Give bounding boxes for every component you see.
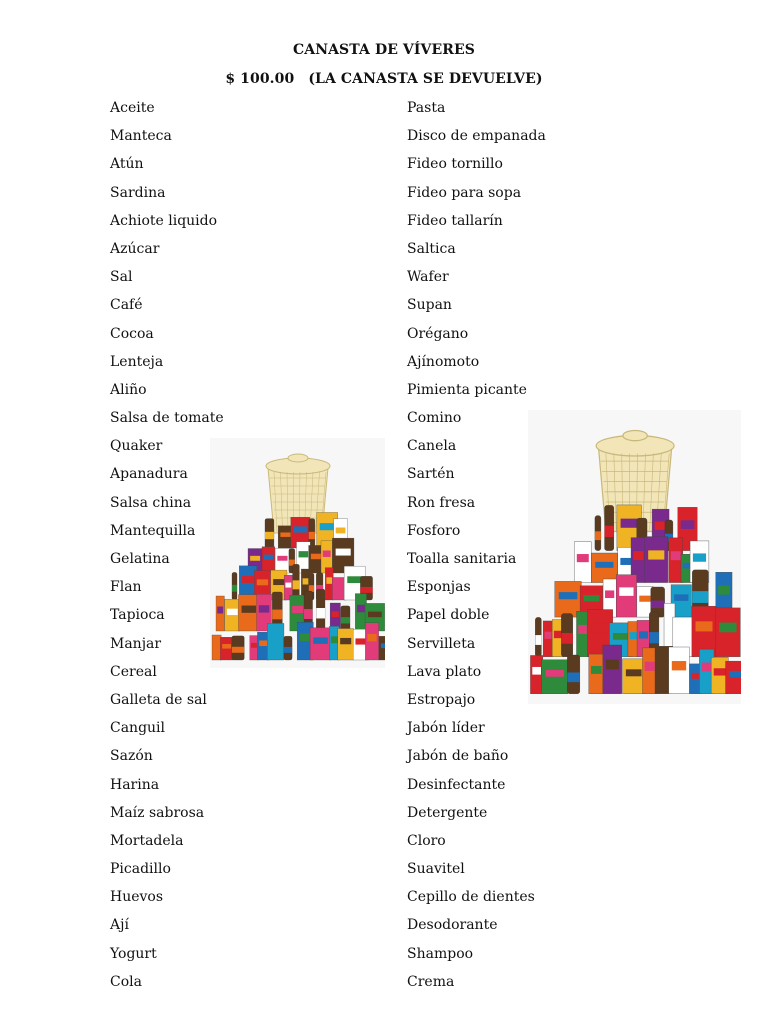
- list-item: Sazón: [110, 748, 153, 765]
- basket-photo-right: [528, 410, 741, 704]
- list-item: Fideo para sopa: [407, 184, 522, 201]
- list-item: Fosforo: [407, 522, 461, 539]
- list-item: Crema: [407, 973, 455, 990]
- list-item: Comino: [407, 410, 462, 427]
- list-item: Disco de empanada: [407, 128, 546, 145]
- list-item: Mortadela: [110, 832, 184, 849]
- list-item: Cereal: [110, 663, 157, 680]
- return-note: (LA CANASTA SE DEVUELVE): [308, 71, 543, 87]
- list-item: Sartén: [407, 466, 455, 483]
- list-item: Huevos: [110, 889, 164, 906]
- list-item: Pimienta picante: [407, 381, 527, 398]
- list-item: Jabón de baño: [407, 748, 509, 765]
- list-item: Picadillo: [110, 861, 171, 878]
- list-item: Wafer: [407, 269, 449, 286]
- list-item: Harina: [110, 776, 160, 793]
- list-item: Toalla sanitaria: [407, 551, 517, 567]
- page-title: CANASTA DE VÍVERES: [292, 42, 475, 58]
- list-item: Cloro: [407, 832, 446, 849]
- list-item: Cocoa: [110, 325, 154, 342]
- list-item: Lenteja: [110, 353, 164, 370]
- list-item: Galleta de sal: [110, 691, 207, 708]
- price: $ 100.00: [225, 71, 295, 87]
- list-item: Café: [110, 297, 143, 314]
- list-item: Cepillo de dientes: [407, 889, 535, 906]
- basket-illustration: [528, 410, 741, 704]
- basket-illustration: [210, 438, 385, 668]
- list-item: Manteca: [110, 128, 172, 145]
- list-item: Sardina: [110, 184, 166, 201]
- list-item: Ajínomoto: [407, 353, 480, 370]
- list-item: Tapioca: [110, 607, 165, 624]
- list-item: Esponjas: [407, 579, 471, 596]
- basket-photo-left: [210, 438, 385, 668]
- list-item: Salsa china: [110, 494, 192, 511]
- list-item: Servilleta: [407, 635, 476, 652]
- list-item: Supan: [407, 297, 452, 314]
- list-item: Azúcar: [110, 240, 160, 257]
- list-item: Mantequilla: [110, 522, 196, 539]
- list-item: Fideo tallarín: [407, 212, 503, 229]
- list-item: Atún: [110, 156, 144, 173]
- list-item: Apanadura: [110, 466, 188, 483]
- list-item: Aceite: [110, 100, 155, 116]
- list-item: Jabón líder: [407, 720, 485, 737]
- list-item: Papel doble: [407, 607, 490, 624]
- list-item: Sal: [110, 269, 133, 286]
- list-item: Manjar: [110, 635, 162, 652]
- list-item: Aliño: [110, 381, 147, 398]
- items-list-left: [110, 99, 224, 1001]
- list-item: Orégano: [407, 325, 469, 342]
- list-item: Quaker: [110, 438, 163, 455]
- list-item: Ají: [110, 917, 129, 934]
- list-item: Shampoo: [407, 945, 474, 962]
- list-item: Desinfectante: [407, 776, 506, 793]
- list-item: Gelatina: [110, 551, 170, 567]
- list-item: Pasta: [407, 100, 446, 116]
- items-list-right: [407, 99, 546, 1001]
- list-item: Fideo tornillo: [407, 156, 503, 173]
- list-item: Lava plato: [407, 663, 482, 680]
- price-line: [0, 71, 768, 87]
- list-item: Estropajo: [407, 691, 476, 708]
- list-item: Canela: [407, 438, 457, 455]
- list-item: Detergente: [407, 804, 488, 821]
- list-item: Cola: [110, 973, 142, 990]
- list-item: Desodorante: [407, 917, 498, 934]
- list-item: Ron fresa: [407, 494, 476, 511]
- list-item: Yogurt: [110, 945, 157, 962]
- list-item: Maíz sabrosa: [110, 804, 205, 821]
- list-item: Suavitel: [407, 861, 465, 878]
- list-item: Salsa de tomate: [110, 410, 224, 427]
- list-item: Canguil: [110, 720, 166, 737]
- list-item: Flan: [110, 579, 142, 596]
- list-item: Achiote liquido: [110, 212, 218, 229]
- list-item: Saltica: [407, 240, 456, 257]
